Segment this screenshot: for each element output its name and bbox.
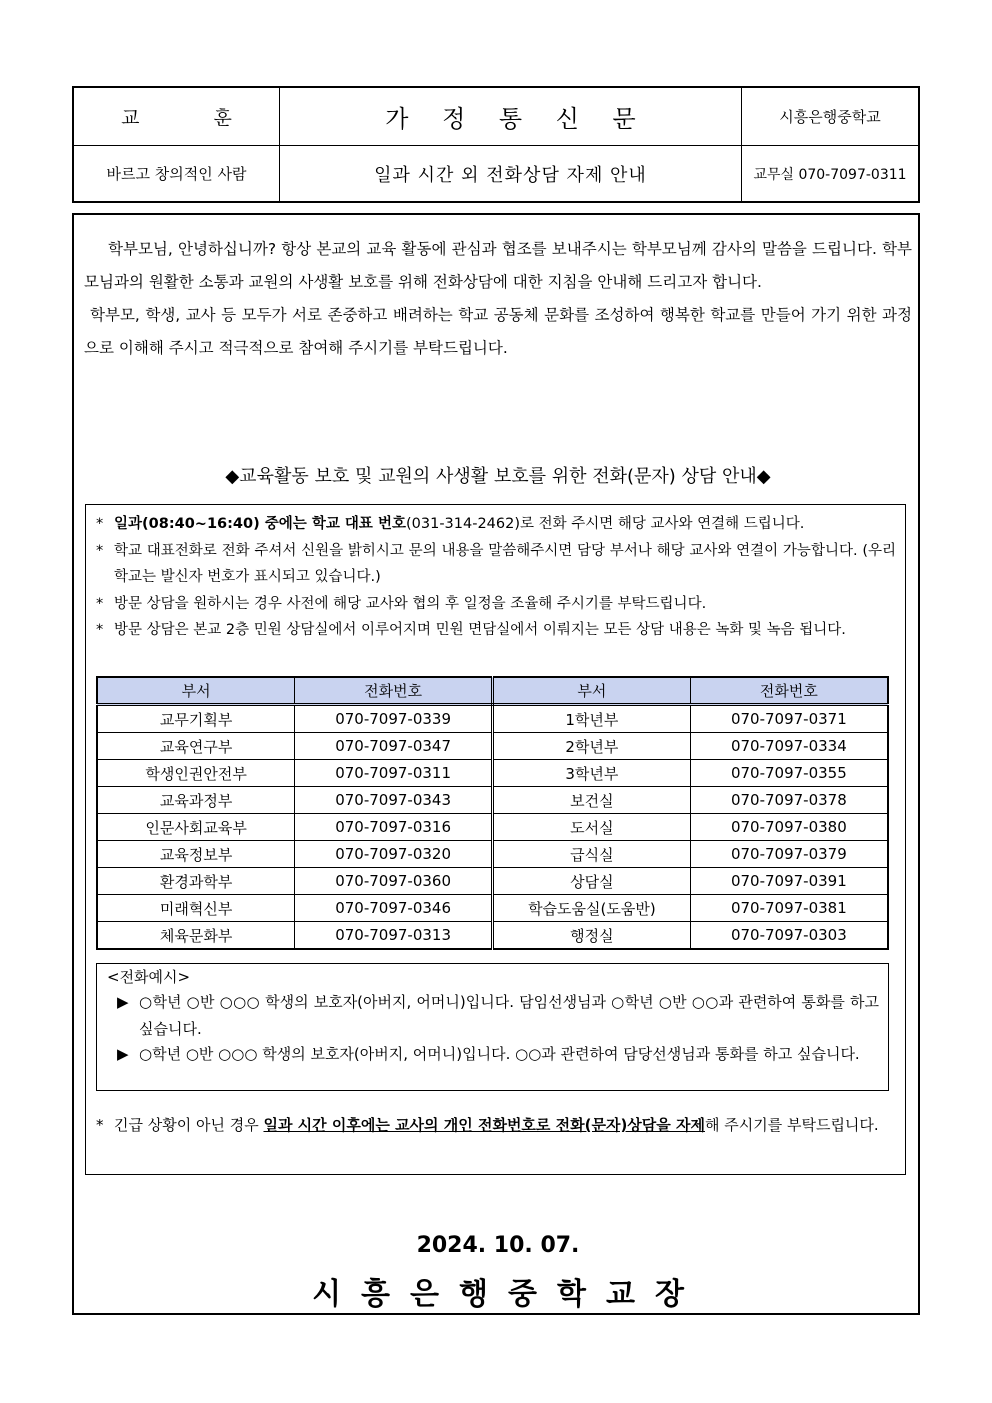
table-row (97, 922, 888, 950)
note-4: 방문 상담은 본교 2층 민원 상담실에서 이루어지며 민원 면담실에서 이뤄지는 모든 상담 내용은 녹화 및 녹음 됩니다. (114, 622, 846, 638)
principal-signature: 시흥은행중학교장 (312, 1277, 704, 1312)
phone-cell: 070-7097-0378 (690, 787, 888, 814)
school-name: 시흥은행중학교 (779, 107, 881, 126)
phone-cell: 070-7097-0303 (690, 922, 888, 950)
dept-cell: 보건실 (493, 787, 691, 814)
table-header-row (97, 677, 888, 705)
call-example-label: <전화예시> (107, 968, 191, 986)
phone-cell: 070-7097-0311 (295, 760, 493, 787)
header-table (72, 86, 920, 203)
section-title: ◆교육활동 보호 및 교원의 사생활 보호를 위한 전화(문자) 상담 안내◆ (225, 466, 771, 487)
closing-note (96, 1111, 896, 1139)
phone-cell: 070-7097-0371 (690, 705, 888, 733)
table-row (97, 895, 888, 922)
note-1-bold: 일과(08:40~16:40) 중에는 학교 대표 번호 (114, 516, 406, 532)
bullet-star: * (96, 622, 104, 638)
school-motto: 바르고 창의적인 사람 (106, 165, 247, 184)
dept-cell: 교육연구부 (97, 733, 295, 760)
document-title: 가 정 통 신 문 (385, 104, 649, 133)
bullet-star: * (96, 1116, 104, 1134)
note-1-rest: (031-314-2462)로 전화 주시면 해당 교사와 연결해 드립니다. (405, 516, 805, 532)
table-row (97, 841, 888, 868)
table-row (97, 733, 888, 760)
phone-cell: 070-7097-0347 (295, 733, 493, 760)
phone-cell: 070-7097-0391 (690, 868, 888, 895)
arrow-right-icon: ▶ (117, 1045, 129, 1063)
phone-cell: 070-7097-0320 (295, 841, 493, 868)
col-header-dept: 부서 (97, 677, 295, 705)
note-2: 학교 대표전화로 전화 주셔서 신원을 밝히시고 문의 내용을 말씀해주시면 담당 부서나 해당 교사와 연결이 가능합니다. (우리 학교는 발신자 번호가 표시되고 있습니다.) (114, 542, 896, 585)
table-row (97, 760, 888, 787)
phone-cell: 070-7097-0334 (690, 733, 888, 760)
dept-cell: 2학년부 (493, 733, 691, 760)
note-item (96, 538, 896, 591)
dept-cell: 환경과학부 (97, 868, 295, 895)
note-3: 방문 상담을 원하시는 경우 사전에 해당 교사와 협의 후 일정을 조율해 주시기를 부탁드립니다. (114, 595, 707, 612)
dept-cell: 행정실 (493, 922, 691, 950)
note-item (96, 511, 896, 538)
dept-cell: 1학년부 (493, 705, 691, 733)
bullet-star: * (96, 595, 104, 612)
bullet-star: * (96, 516, 104, 532)
closing-pre: 긴급 상황이 아닌 경우 (114, 1116, 264, 1134)
dept-cell: 인문사회교육부 (97, 814, 295, 841)
closing-post: 해 주시기를 부탁드립니다. (704, 1116, 879, 1134)
table-row (97, 705, 888, 733)
table-row (97, 814, 888, 841)
notice-subject: 일과 시간 외 전화상담 자제 안내 (374, 164, 647, 186)
dept-cell: 상담실 (493, 868, 691, 895)
phone-directory-table (96, 676, 889, 950)
phone-cell: 070-7097-0380 (690, 814, 888, 841)
dept-cell: 미래혁신부 (97, 895, 295, 922)
call-example-box (96, 963, 889, 1091)
note-item (96, 617, 896, 644)
issue-date: 2024. 10. 07. (416, 1233, 580, 1258)
arrow-right-icon: ▶ (117, 993, 129, 1011)
office-phone: 교무실 070-7097-0311 (753, 166, 907, 183)
phone-cell: 070-7097-0381 (690, 895, 888, 922)
table-row (97, 787, 888, 814)
intro-paragraph-2: 학부모, 학생, 교사 등 모두가 서로 존중하고 배려하는 학교 공동체 문화를 조성하여 행복한 학교를 만들어 가기 위한 과정으로 이해해 주시고 적극적으로 참여해 주시기를 부탁드립니다. (84, 306, 912, 357)
dept-cell: 학습도움실(도움반) (493, 895, 691, 922)
dept-cell: 교무기획부 (97, 705, 295, 733)
phone-cell: 070-7097-0343 (295, 787, 493, 814)
guide-box (85, 504, 906, 1175)
closing-emphasis: 일과 시간 이후에는 교사의 개인 전화번호로 전화(문자)상담을 자제 (263, 1116, 705, 1134)
phone-cell: 070-7097-0316 (295, 814, 493, 841)
bullet-star: * (96, 542, 104, 559)
dept-cell: 학생인권안전부 (97, 760, 295, 787)
dept-cell: 교육정보부 (97, 841, 295, 868)
dept-cell: 교육과정부 (97, 787, 295, 814)
dept-cell: 급식실 (493, 841, 691, 868)
intro-paragraph-1: 학부모님, 안녕하십니까? 항상 본교의 교육 활동에 관심과 협조를 보내주시는 학부모님께 감사의 말씀을 드립니다. 학부모님과의 원활한 소통과 교원의 사생활 보호를 위해 전화상담에 대한 지침을 안내해 드리고자 합니다. (84, 240, 912, 291)
notes-list (96, 511, 896, 644)
call-example-item (117, 1041, 879, 1068)
intro-text (84, 233, 912, 365)
col-header-phone: 전화번호 (295, 677, 493, 705)
phone-cell: 070-7097-0379 (690, 841, 888, 868)
phone-cell: 070-7097-0360 (295, 868, 493, 895)
phone-cell: 070-7097-0313 (295, 922, 493, 950)
dept-cell: 체육문화부 (97, 922, 295, 950)
col-header-phone: 전화번호 (690, 677, 888, 705)
motto-heading: 교 훈 (121, 106, 266, 129)
phone-cell: 070-7097-0346 (295, 895, 493, 922)
phone-cell: 070-7097-0339 (295, 705, 493, 733)
table-row (97, 868, 888, 895)
dept-cell: 3학년부 (493, 760, 691, 787)
body-frame (72, 213, 920, 1315)
call-example-1: ○학년 ○반 ○○○ 학생의 보호자(아버지, 어머니)입니다. 담임선생님과 ○학년 ○반 ○○과 관련하여 통화를 하고 싶습니다. (139, 993, 879, 1038)
note-item (96, 591, 896, 618)
phone-cell: 070-7097-0355 (690, 760, 888, 787)
dept-cell: 도서실 (493, 814, 691, 841)
col-header-dept: 부서 (493, 677, 691, 705)
call-example-item (117, 989, 879, 1043)
call-example-2: ○학년 ○반 ○○○ 학생의 보호자(아버지, 어머니)입니다. ○○과 관련하여 담당선생님과 통화를 하고 싶습니다. (139, 1045, 860, 1063)
